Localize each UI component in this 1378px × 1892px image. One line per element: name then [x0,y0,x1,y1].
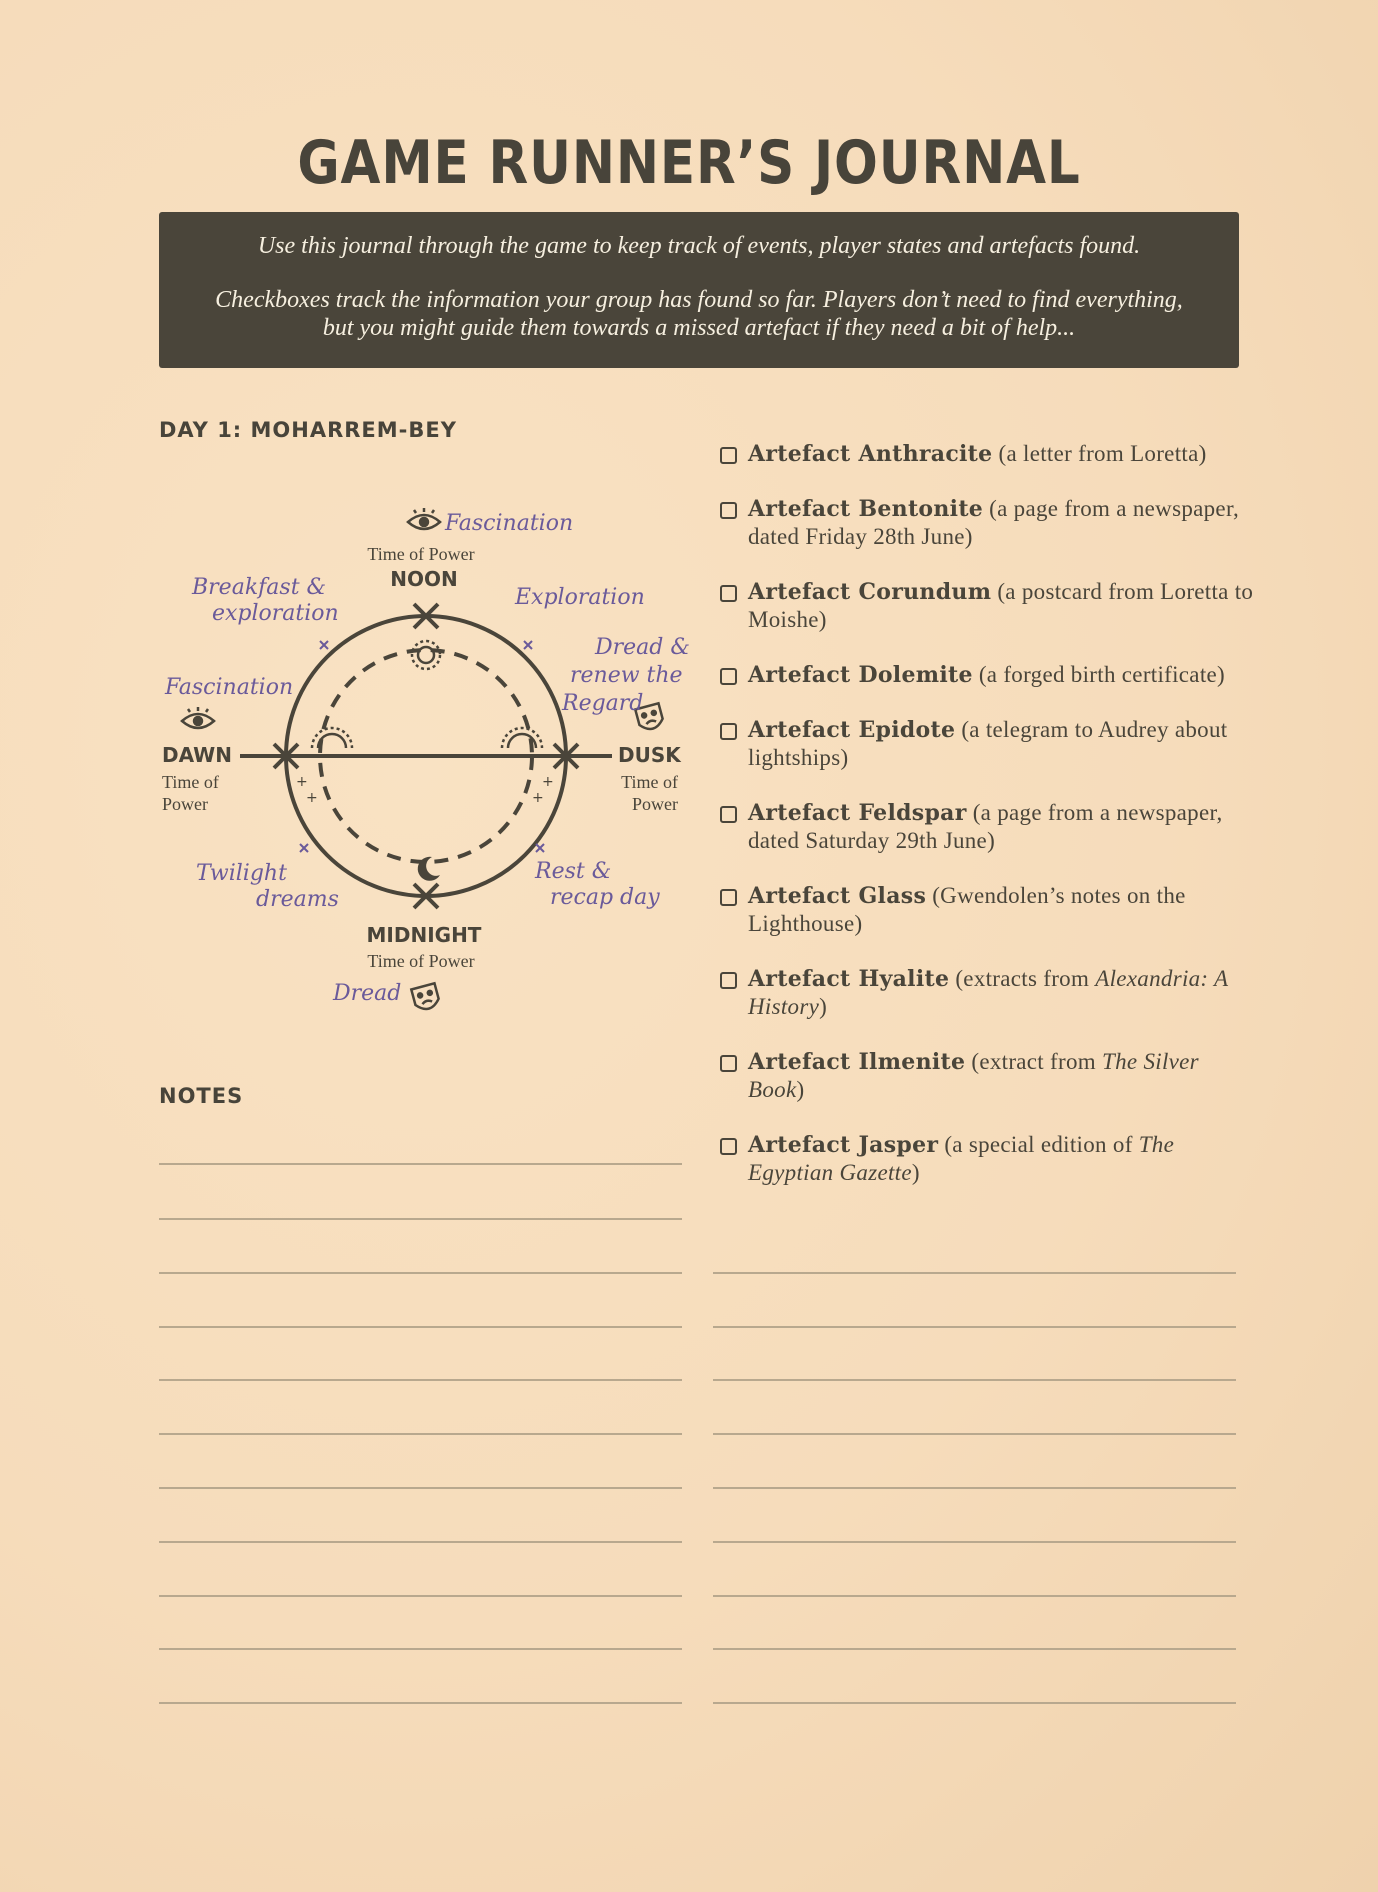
notes-line[interactable] [713,1433,1236,1435]
artefact-name: Artefact Jasper [748,1132,939,1158]
artefact-description-start: (extracts from [955,966,1090,991]
notes-line[interactable] [159,1648,682,1650]
sunset-icon [502,728,542,748]
artefact-description: (a forged birth certificate) [978,662,1225,687]
eye-icon [182,707,214,728]
notes-line[interactable] [159,1218,682,1220]
artefact-name: Artefact Ilmenite [748,1049,966,1075]
artefact-checkbox[interactable] [720,972,737,989]
handwritten-midnight-note: Dread [333,981,402,1006]
notes-line[interactable] [159,1433,682,1435]
page-title: GAME RUNNER’S JOURNAL [297,128,1081,198]
artefact-description: (a page from a newspaper, dated Friday 28th June) [748,496,1240,549]
list-item [718,882,1258,938]
plus-marker-icons [296,774,554,806]
notes-line[interactable] [159,1272,682,1274]
artefact-description: (Gwendolen’s notes on the Lighthouse) [748,883,1186,936]
artefact-checkbox[interactable] [720,668,737,685]
list-item [718,495,1258,551]
svg-text:+: + [296,774,308,790]
time-of-power-diagram [150,480,710,1020]
handwritten-rest-2: recap day [550,885,660,910]
artefact-description: (a postcard from Loretta to Moishe) [748,579,1254,632]
noon-label: NOON [390,567,458,591]
svg-text:+: + [532,790,544,806]
notes-line[interactable] [713,1326,1236,1328]
list-item [718,578,1258,634]
handwritten-breakfast-2: exploration [212,601,339,626]
notes-line[interactable] [713,1595,1236,1597]
artefact-name: Artefact Glass [748,883,927,909]
dusk-caption-1: Time of [621,772,678,792]
list-item [718,799,1258,855]
artefact-description: (a telegram to Audrey about lightships) [748,717,1228,770]
handwritten-noon-note: Fascination [445,511,574,536]
dawn-caption-1: Time of [162,772,219,792]
handwritten-breakfast-1: Breakfast & [192,575,327,600]
notes-line[interactable] [713,1541,1236,1543]
artefact-description-end: ) [911,1160,920,1185]
notes-line[interactable] [713,1648,1236,1650]
artefact-checkbox[interactable] [720,806,737,823]
artefact-checklist [718,440,1258,1214]
day-heading: DAY 1: MOHARREM-BEY [159,418,457,442]
artefact-description-start: (extract from [971,1049,1096,1074]
dawn-label: DAWN [162,743,232,767]
artefact-description: (a page from a newspaper, dated Saturday 29th June) [748,800,1223,853]
notes-line[interactable] [713,1487,1236,1489]
dusk-caption-2: Power [632,794,678,814]
handwritten-rest-1: Rest & [535,859,612,884]
handwritten-exploration: Exploration [515,585,645,610]
notes-line[interactable] [159,1702,682,1704]
notes-line[interactable] [159,1379,682,1381]
artefact-checkbox[interactable] [720,447,737,464]
midnight-caption: Time of Power [367,951,475,971]
handwritten-twilight-1: Twilight [196,861,287,886]
handwritten-dread-3: Regard [562,691,644,716]
artefact-checkbox[interactable] [720,1055,737,1072]
artefact-name: Artefact Anthracite [748,441,993,467]
artefact-name: Artefact Hyalite [748,966,950,992]
list-item [718,1048,1258,1104]
midnight-label: MIDNIGHT [366,923,482,947]
sun-icon [412,641,440,669]
artefact-description-title: The Egyptian Gazette [748,1132,1175,1185]
dawn-caption-2: Power [162,794,208,814]
list-item [718,661,1258,689]
noon-caption: Time of Power [367,544,475,564]
artefact-description: (a letter from Loretta) [998,441,1207,466]
artefact-checkbox[interactable] [720,723,737,740]
artefact-description-end: ) [819,994,828,1019]
eye-icon [408,508,440,529]
notes-line[interactable] [159,1487,682,1489]
artefact-checkbox[interactable] [720,502,737,519]
notes-line[interactable] [159,1541,682,1543]
sunrise-icon [312,728,352,748]
notes-line[interactable] [713,1379,1236,1381]
dusk-label: DUSK [618,743,681,767]
svg-text:+: + [306,790,318,806]
intro-paragraph-1: Use this journal through the game to keep track of events, player states and artefacts found. [257,233,1141,259]
svg-text:+: + [542,774,554,790]
notes-line[interactable] [159,1326,682,1328]
artefact-name: Artefact Dolemite [748,662,973,688]
notes-line[interactable] [159,1163,682,1165]
artefact-description-end: ) [796,1077,805,1102]
notes-line[interactable] [713,1272,1236,1274]
artefact-description-title: Alexandria: A History [748,966,1228,1019]
artefact-description-start: (a special edition of [944,1132,1133,1157]
artefact-checkbox[interactable] [720,1138,737,1155]
theatre-mask-icon [411,983,440,1011]
artefact-name: Artefact Feldspar [748,800,967,826]
artefact-name: Artefact Bentonite [748,496,984,522]
handwritten-dawn-note: Fascination [165,675,294,700]
artefact-description-title: The Silver Book [748,1049,1199,1102]
list-item [718,1131,1258,1187]
notes-line[interactable] [159,1595,682,1597]
notes-line[interactable] [713,1702,1236,1704]
handwritten-dread-2: renew the [570,663,683,688]
artefact-name: Artefact Epidote [748,717,956,743]
notes-heading: NOTES [159,1084,244,1108]
intro-paragraph-2: Checkboxes track the information your group has found so far. Players don’t need to find everything, but you might guide them towards a missed artefact if they need a bit of help... [215,287,1183,341]
handwritten-twilight-2: dreams [256,887,339,912]
list-item [718,716,1258,772]
handwritten-dread-1: Dread & [595,635,690,660]
list-item [718,965,1258,1021]
artefact-checkbox[interactable] [720,889,737,906]
list-item [718,440,1258,468]
intro-box [159,212,1239,368]
artefact-name: Artefact Corundum [748,579,992,605]
artefact-checkbox[interactable] [720,585,737,602]
